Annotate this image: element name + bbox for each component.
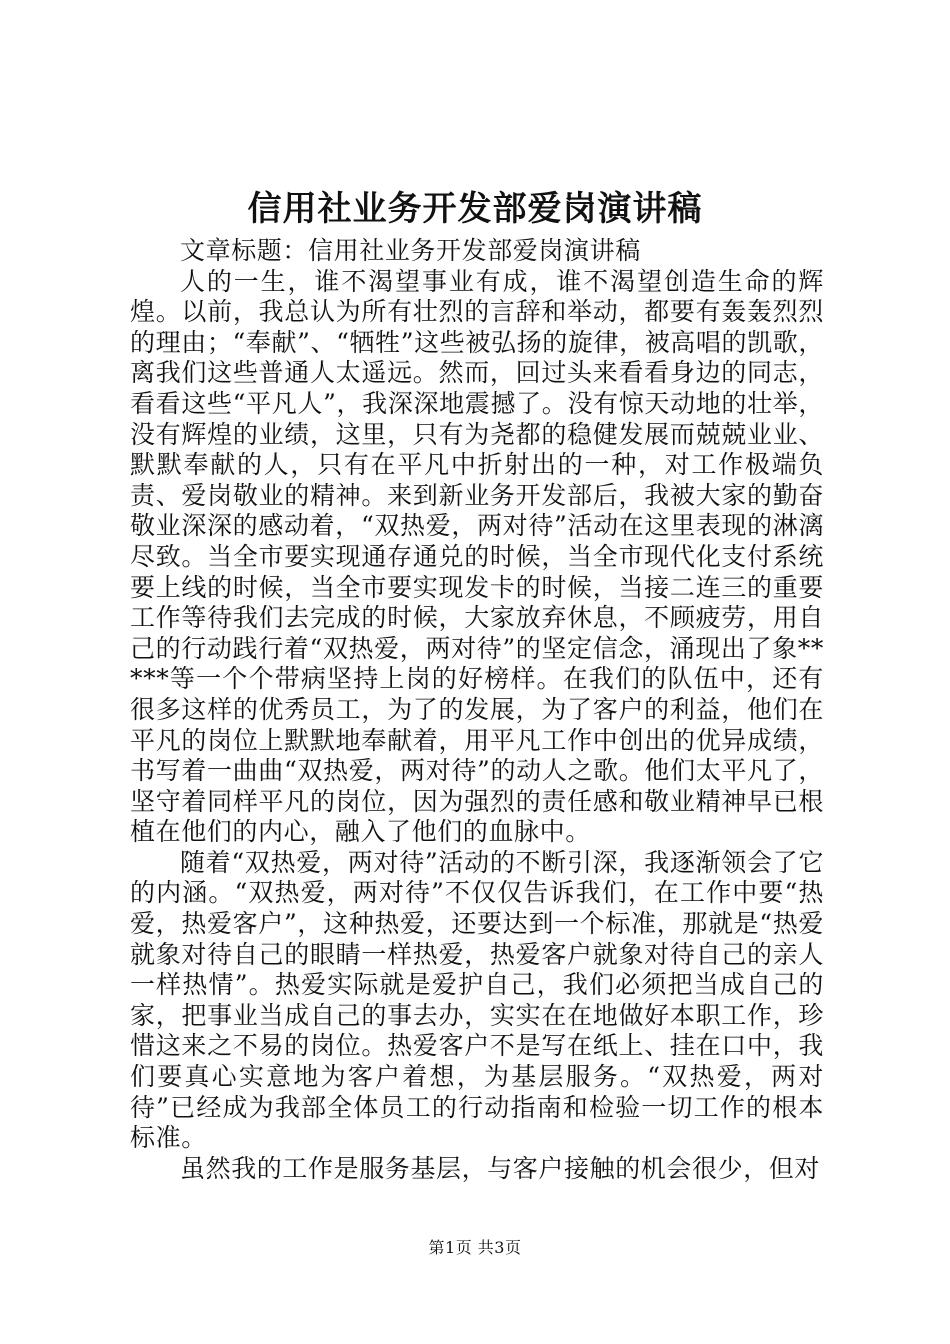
paragraph-3: 虽然我的工作是服务基层，与客户接触的机会很少，但对 — [180, 1153, 821, 1183]
page-number-footer: 第1页 共3页 — [428, 1238, 522, 1257]
paragraph-1: 人的一生，谁不渴望事业有成，谁不渴望创造生命的辉煌。以前，我总认为所有壮烈的言辞和举动，都要有轰轰烈烈的理由；“奉献”、“牺牲”这些被弘扬的旋律，被高唱的凯歌，离我们这些普通人太遥远。然而，回过头来看看身边的同志，看看这些“平凡人”，我深深地震撼了。没有惊天动地的壮举，没有辉煌的业绩，这里，只有为尧都的稳健发展而兢兢业业、默默奉献的人，只有在平凡中折射出的一种，对工作极端负责、爱岗敬业的精神。来到新业务开发部后，我被大家的勤奋敬业深深的感动着，“双热爱，两对待”活动在这里表现的淋漓尽致。当全市要实现通存通兑的时候，当全市现代化支付系统要上线的时候，当全市要实现发卡的时候，当接二连三的重要工作等待我们去完成的时候，大家放弃休息，不顾疲劳，用自己的行动践行着“双热爱，两对待”的坚定信念，涌现出了象*****等一个个带病坚持上岗的好榜样。在我们的队伍中，还有很多这样的优秀员工，为了的发展，为了客户的利益，他们在平凡的岗位上默默地奉献着，用平凡工作中创出的优异成绩，书写着一曲曲“双热爱，两对待”的动人之歌。他们太平凡了，坚守着同样平凡的岗位，因为强烈的责任感和敬业精神早已根植在他们的内心，融入了他们的血脉中。 — [130, 266, 824, 847]
paragraph-article-heading: 文章标题：信用社业务开发部爱岗演讲稿 — [180, 236, 641, 265]
document-body — [130, 236, 824, 1184]
paragraph-2: 随着“双热爱，两对待”活动的不断引深，我逐渐领会了它的内涵。“双热爱，两对待”不仅仅告诉我们，在工作中要“热爱，热爱客户”，这种热爱，还要达到一个标准，那就是“热爱就象对待自己的眼睛一样热爱，热爱客户就象对待自己的亲人一样热情”。热爱实际就是爱护自己，我们必须把当成自己的家，把事业当成自己的事去办，实实在在地做好本职工作，珍惜这来之不易的岗位。热爱客户不是写在纸上、挂在口中，我们要真心实意地为客户着想，为基层服务。“双热爱，两对待”已经成为我部全体员工的行动指南和检验一切工作的根本标准。 — [130, 847, 824, 1153]
document-title: 信用社业务开发部爱岗演讲稿 — [247, 189, 703, 229]
